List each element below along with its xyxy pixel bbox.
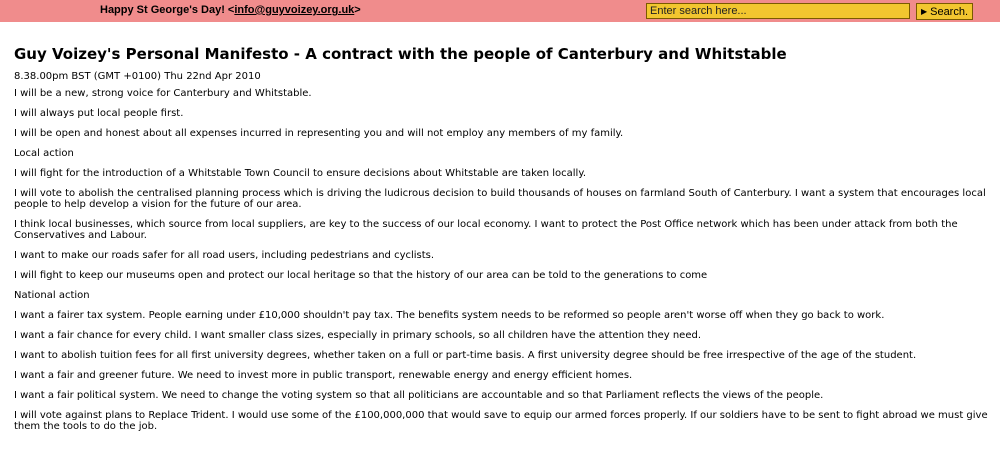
paragraph: I want a fairer tax system. People earning under £10,000 shouldn't pay tax. The benefits system needs to be reformed so people aren't worse off when they go back to work.: [14, 310, 885, 321]
top-bar: [0, 0, 1000, 22]
paragraph: I want to make our roads safer for all road users, including pedestrians and cyclists.: [14, 250, 435, 261]
section-heading-local: Local action: [14, 148, 74, 159]
paragraph: I think local businesses, which source from local suppliers, are key to the success of our local economy. I want to protect the Post Office network which has been under attack from both the Conservatives and Labour.: [14, 219, 958, 241]
paragraph: I will vote to abolish the centralised planning process which is driving the ludicrous decision to build thousands of houses on farmland South of Canterbury. I want a system that encourages local people to help develop a vision for the future of our area.: [14, 188, 986, 210]
search-input[interactable]: [646, 3, 910, 19]
paragraph: I will vote against plans to Replace Trident. I would use some of the £100,000,000 that would save to equip our armed forces properly. If our soldiers have to be sent to fight abroad we must give them the tools to do the job.: [14, 410, 988, 432]
page-title: Guy Voizey's Personal Manifesto - A contract with the people of Canterbury and Whitstable: [14, 45, 787, 63]
paragraph: I will be open and honest about all expenses incurred in representing you and will not employ any members of my family.: [14, 128, 624, 139]
paragraph: I want a fair chance for every child. I want smaller class sizes, especially in primary schools, so all children have the attention they need.: [14, 330, 701, 341]
search-button[interactable]: [916, 3, 973, 20]
paragraph: I will fight to keep our museums open and protect our local heritage so that the history of our area can be told to the generations to come: [14, 270, 708, 281]
paragraph: I will be a new, strong voice for Canterbury and Whitstable.: [14, 88, 312, 99]
section-heading-national: National action: [14, 290, 90, 301]
email-link[interactable]: info@guyvoizey.org.uk: [234, 4, 355, 16]
search-button-label: Search.: [930, 5, 969, 18]
greeting-text: Happy St George's Day! <info@guyvoizey.org.uk>: [100, 4, 361, 16]
paragraph: I want a fair and greener future. We need to invest more in public transport, renewable energy and energy efficient homes.: [14, 370, 633, 381]
paragraph: I will fight for the introduction of a Whitstable Town Council to ensure decisions about Whitstable are taken locally.: [14, 168, 586, 179]
paragraph: I want to abolish tuition fees for all first university degrees, whether taken on a full or part-time basis. A first university degree should be free irrespective of the age of the student.: [14, 350, 917, 361]
paragraph: I want a fair political system. We need to change the voting system so that all politicians are accountable and so that Parliament reflects the views of the people.: [14, 390, 824, 401]
article: [14, 44, 994, 441]
post-date: 8.38.00pm BST (GMT +0100) Thu 22nd Apr 2010: [14, 71, 261, 82]
manifesto-body: [14, 88, 994, 432]
play-arrow-icon: ▶: [920, 6, 928, 16]
paragraph: I will always put local people first.: [14, 108, 184, 119]
